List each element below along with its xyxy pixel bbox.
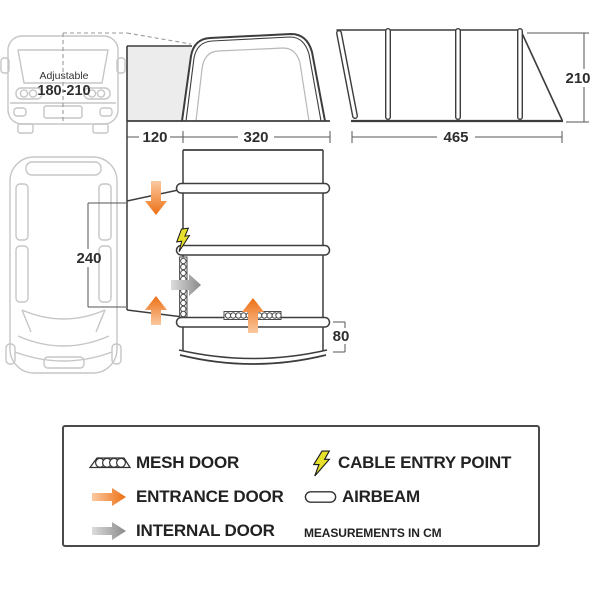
van-height-label-adjustable: Adjustable	[39, 70, 89, 82]
legend-box	[62, 425, 540, 547]
cable-entry-legend-icon	[304, 450, 338, 477]
dim-side-length: 465	[443, 129, 469, 146]
legend-measurements-note: MEASUREMENTS IN CM	[304, 526, 442, 540]
legend-label-mesh-door: MESH DOOR	[136, 453, 240, 472]
legend-label-cable-entry: CABLE ENTRY POINT	[338, 453, 512, 472]
legend-label-internal-door: INTERNAL DOOR	[136, 521, 275, 540]
entrance-door-icon	[84, 487, 136, 507]
mesh-door-icon	[84, 454, 136, 472]
van-top-view	[6, 157, 121, 373]
awning-side-view	[337, 30, 563, 121]
awning-front-view	[127, 34, 330, 121]
dim-side-height: 210	[565, 70, 591, 87]
dim-body-width: 320	[243, 129, 269, 146]
dim-porch-depth: 80	[332, 328, 350, 345]
dim-connection-height: 240	[76, 250, 102, 267]
legend-label-airbeam: AIRBEAM	[342, 487, 420, 506]
side-view-airbeams	[339, 31, 520, 117]
dim-tunnel-width: 120	[142, 129, 168, 146]
entrance-door-arrow-bottom	[145, 296, 167, 325]
floor-plan	[145, 150, 330, 364]
airbeam-icon	[304, 489, 338, 505]
legend-label-entrance-door: ENTRANCE DOOR	[136, 487, 284, 506]
entrance-door-arrow-top	[145, 181, 167, 215]
internal-door-icon	[84, 521, 136, 541]
van-height-value: 180-210	[37, 83, 91, 99]
